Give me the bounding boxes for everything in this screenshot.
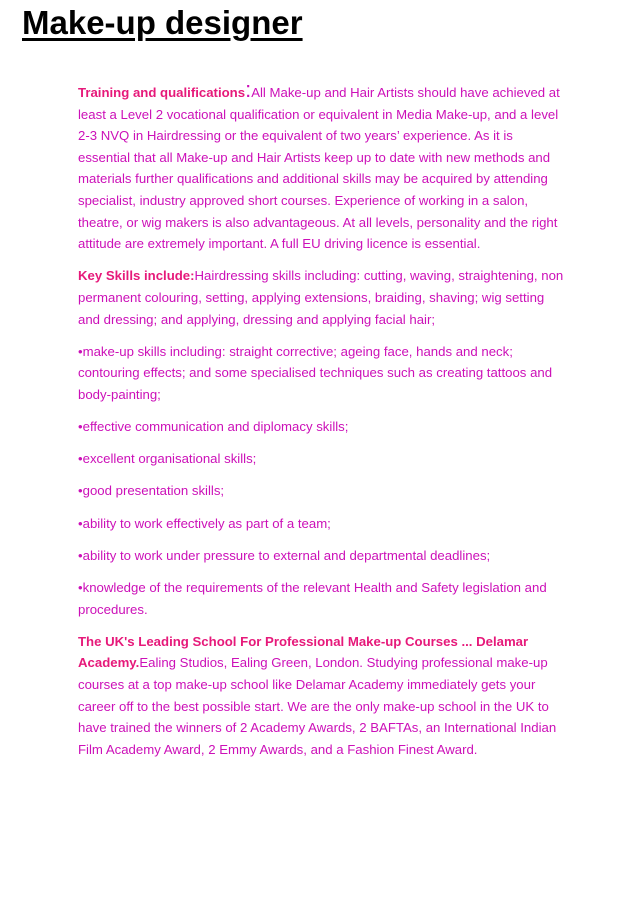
skill-bullet-presentation: •good presentation skills; (78, 483, 225, 499)
page-title: Make-up designer (22, 4, 303, 41)
training-heading: Training and qualifications (78, 85, 246, 100)
document-body (78, 77, 566, 771)
training-colon: : (245, 77, 252, 102)
skill-bullet-communication: •effective communication and diplomacy skills; (78, 419, 349, 435)
key-skills-heading: Key Skills include: (78, 268, 195, 284)
key-skills-paragraph (78, 265, 566, 330)
school-heading: The UK's Leading School For Professional Make-up Courses ... Delamar Academy. (78, 633, 529, 671)
skill-bullet-organisation: •excellent organisational skills; (78, 451, 257, 467)
skill-bullet-pressure: •ability to work under pressure to external and departmental deadlines; (78, 547, 491, 563)
skill-bullet-health-safety: •knowledge of the requirements of the relevant Health and Safety legislation and procedures. (78, 580, 547, 617)
school-text: Ealing Studios, Ealing Green, London. Studying professional make-up courses at a top make-up school like Delamar Academy immediately gets your career off to the best possible start. We are the only make-up school in the UK to have trained the winners of 2 Academy Awards, 2 BAFTAs, an International Indian Film Academy Award, 2 Emmy Awards, and a Fashion Finest Award. (78, 655, 557, 757)
school-paragraph (78, 631, 566, 761)
skill-bullet-teamwork: •ability to work effectively as part of a team; (78, 515, 331, 531)
training-paragraph (78, 77, 566, 255)
skill-bullet-makeup: •make-up skills including: straight corrective; ageing face, hands and neck; contouring effects; and some specialised techniques such as creating tattoos and body-painting; (78, 343, 553, 402)
key-skills-text: Hairdressing skills including: cutting, waving, straightening, non permanent colouring, setting, applying extensions, braiding, shaving; wig setting and dressing; and applying, dressing and applying facial hair; (78, 268, 564, 327)
training-text: All Make-up and Hair Artists should have achieved at least a Level 2 vocational qualification or equivalent in Media Make-up, and a level 2-3 NVQ in Hairdressing or the equivalent of two years’ experience. As it is essential that all Make-up and Hair Artists keep up to date with new methods and materials further qualifications and additional skills may be acquired by attending specialist, industry approved short courses. Experience of working in a salon, theatre, or wig makers is also advantageous. At all levels, personality and the right attitude are extremely important. A full EU driving licence is essential. (78, 85, 560, 252)
